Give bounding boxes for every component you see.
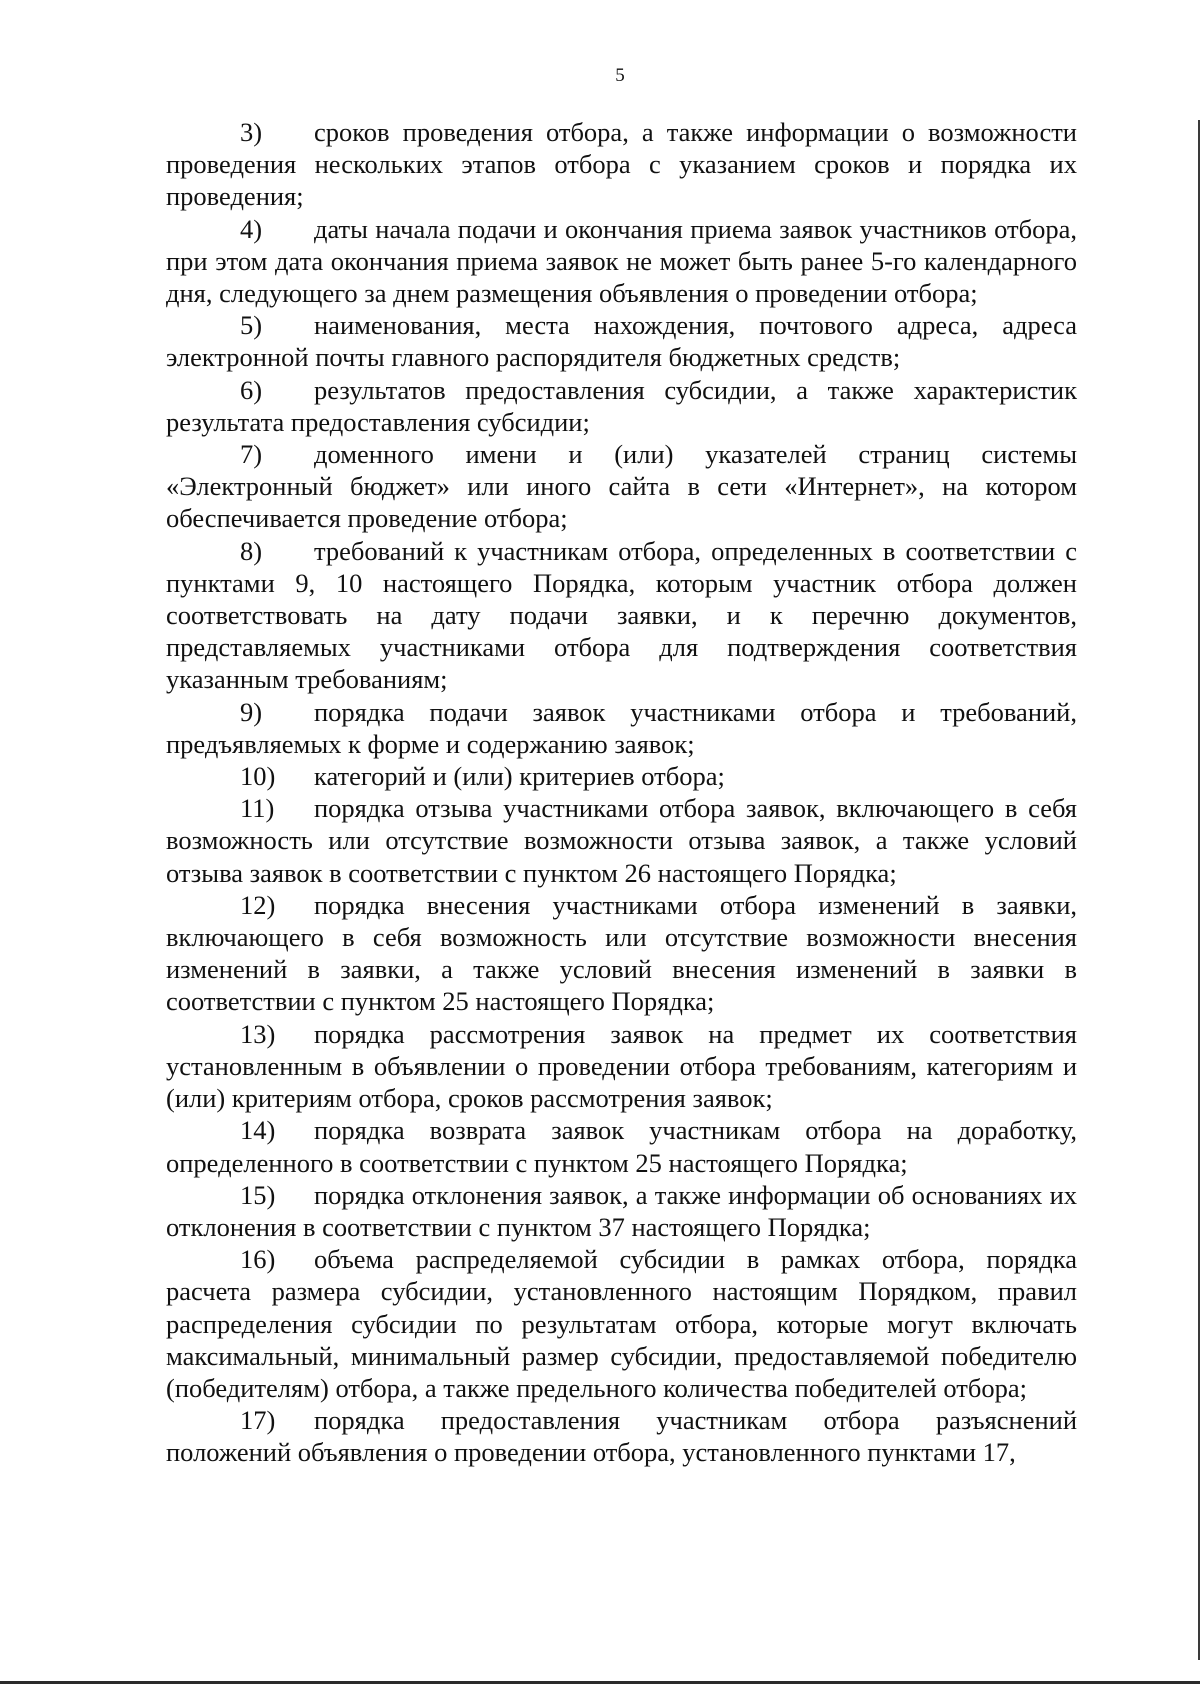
item-text: категорий и (или) критериев отбора;: [314, 761, 725, 792]
item-text: порядка внесения участниками отбора изменений в заявки, включающего в себя возможность или отсутствие возможности внесения изменений в заявки, а также условий внесения изменений в заявки в соответствии с пунктом 25 настоящего Порядка;: [166, 889, 1077, 1017]
item-text: объема распределяемой субсидии в рамках отбора, порядка расчета размера субсидии, установленного настоящим Порядком, правил распределения субсидии по результатам отбора, которые могут включать максимальный, минимальный размер субсидии, предоставляемой победителю (победителям) отбора, а также предельного количества победителей отбора;: [166, 1244, 1077, 1403]
scan-edge-bottom: [0, 1681, 1200, 1684]
item-number: 3): [240, 117, 263, 147]
item-text: порядка возврата заявок участникам отбора на доработку, определенного в соответствии с пунктом 25 настоящего Порядка;: [166, 1115, 1077, 1178]
list-item: [166, 1243, 1077, 1404]
list-item: [166, 309, 1077, 373]
item-number: 9): [240, 696, 263, 727]
item-number: 12): [240, 889, 276, 920]
list-item: [166, 696, 1077, 760]
item-number: 7): [240, 439, 263, 470]
item-text: даты начала подачи и окончания приема заявок участников отбора, при этом дата окончания приема заявок не может быть ранее 5-го календарного дня, следующего за днем размещения объявления о проведении отбора;: [166, 213, 1077, 309]
list-item: [166, 760, 1077, 792]
item-text: порядка отзыва участниками отбора заявок, включающего в себя возможность или отсутствие возможности отзыва заявок, а также условий отзыва заявок в соответствии с пунктом 26 настоящего Порядка;: [166, 793, 1077, 888]
item-text: результатов предоставления субсидии, а также характеристик результата предоставления субсидии;: [166, 374, 1077, 437]
list-item: [166, 438, 1077, 535]
item-number: 5): [240, 310, 263, 341]
page-number: 5: [615, 65, 625, 86]
item-number: 4): [240, 213, 263, 244]
item-number: 8): [240, 535, 263, 566]
list-item: [166, 1179, 1077, 1243]
item-number: 13): [240, 1018, 276, 1049]
item-text: сроков проведения отбора, а также информации о возможности проведения нескольких этапов отбора с указанием сроков и порядка их проведения;: [166, 117, 1077, 212]
item-text: порядка предоставления участникам отбора разъяснений положений объявления о проведении отбора, установленного пунктами 17,: [166, 1405, 1077, 1468]
list-item: [166, 374, 1077, 438]
list-item: [166, 792, 1077, 889]
item-text: наименования, места нахождения, почтового адреса, адреса электронной почты главного распорядителя бюджетных средств;: [166, 310, 1077, 373]
list-item: [166, 889, 1077, 1018]
item-text: доменного имени и (или) указателей страниц системы «Электронный бюджет» или иного сайта в сети «Интернет», на котором обеспечивается проведение отбора;: [166, 439, 1077, 534]
list-item: [166, 1404, 1077, 1468]
item-number: 14): [240, 1115, 276, 1146]
item-text: порядка подачи заявок участниками отбора и требований, предъявляемых к форме и содержанию заявок;: [166, 696, 1077, 759]
item-text: порядка отклонения заявок, а также информации об основаниях их отклонения в соответствии с пунктом 37 настоящего Порядка;: [166, 1179, 1077, 1242]
list-item: [166, 116, 1077, 213]
document-body: [166, 116, 1077, 1469]
item-number: 11): [240, 793, 275, 824]
list-item: [166, 213, 1077, 310]
item-number: 10): [240, 761, 276, 792]
item-number: 6): [240, 374, 263, 405]
item-number: 16): [240, 1244, 276, 1275]
item-text: требований к участникам отбора, определенных в соответствии с пунктами 9, 10 настоящего Порядка, которым участник отбора должен соответствовать на дату подачи заявки, и к перечню документов, представляемых участниками отбора для подтверждения соответствия указанным требованиям;: [166, 535, 1077, 695]
item-number: 15): [240, 1179, 276, 1210]
list-item: [166, 1114, 1077, 1178]
list-item: [166, 535, 1077, 696]
list-item: [166, 1018, 1077, 1115]
item-text: порядка рассмотрения заявок на предмет их соответствия установленным в объявлении о проведении отбора требованиям, категориям и (или) критериям отбора, сроков рассмотрения заявок;: [166, 1018, 1077, 1114]
item-number: 17): [240, 1405, 276, 1436]
